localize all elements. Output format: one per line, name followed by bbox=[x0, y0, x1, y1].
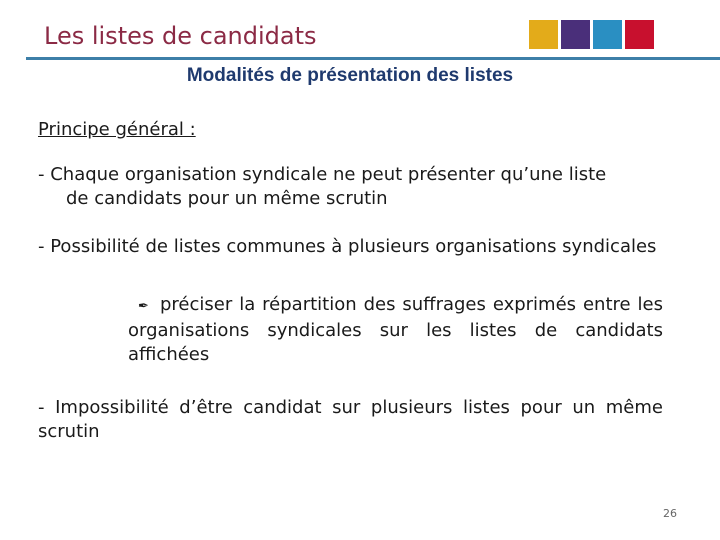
color-square-purple bbox=[561, 20, 590, 49]
color-square-yellow bbox=[529, 20, 558, 49]
point-2: - Possibilité de listes communes à plusieurs organisations syndicales bbox=[38, 236, 657, 257]
page-number: 26 bbox=[663, 507, 677, 520]
title-divider bbox=[26, 57, 720, 60]
slide-subtitle: Modalités de présentation des listes bbox=[186, 65, 514, 86]
principle-heading: Principe général : bbox=[38, 119, 196, 140]
decorative-color-squares bbox=[529, 20, 654, 49]
color-square-red bbox=[625, 20, 654, 49]
point-2-detail-text: préciser la répartition des suffrages exprimés entre les organisations syndicales sur les listes de candidats affichées bbox=[128, 294, 663, 365]
point-1-line-2: de candidats pour un même scrutin bbox=[66, 188, 388, 209]
slide-title: Les listes de candidats bbox=[44, 22, 317, 50]
color-square-blue bbox=[593, 20, 622, 49]
point-1 bbox=[38, 163, 678, 211]
point-2-detail bbox=[128, 293, 663, 367]
point-3: - Impossibilité d’être candidat sur plusieurs listes pour un même scrutin bbox=[38, 397, 663, 442]
point-1-line-1: - Chaque organisation syndicale ne peut présenter qu’une liste bbox=[38, 164, 607, 185]
pen-icon: ✒ bbox=[138, 299, 149, 314]
